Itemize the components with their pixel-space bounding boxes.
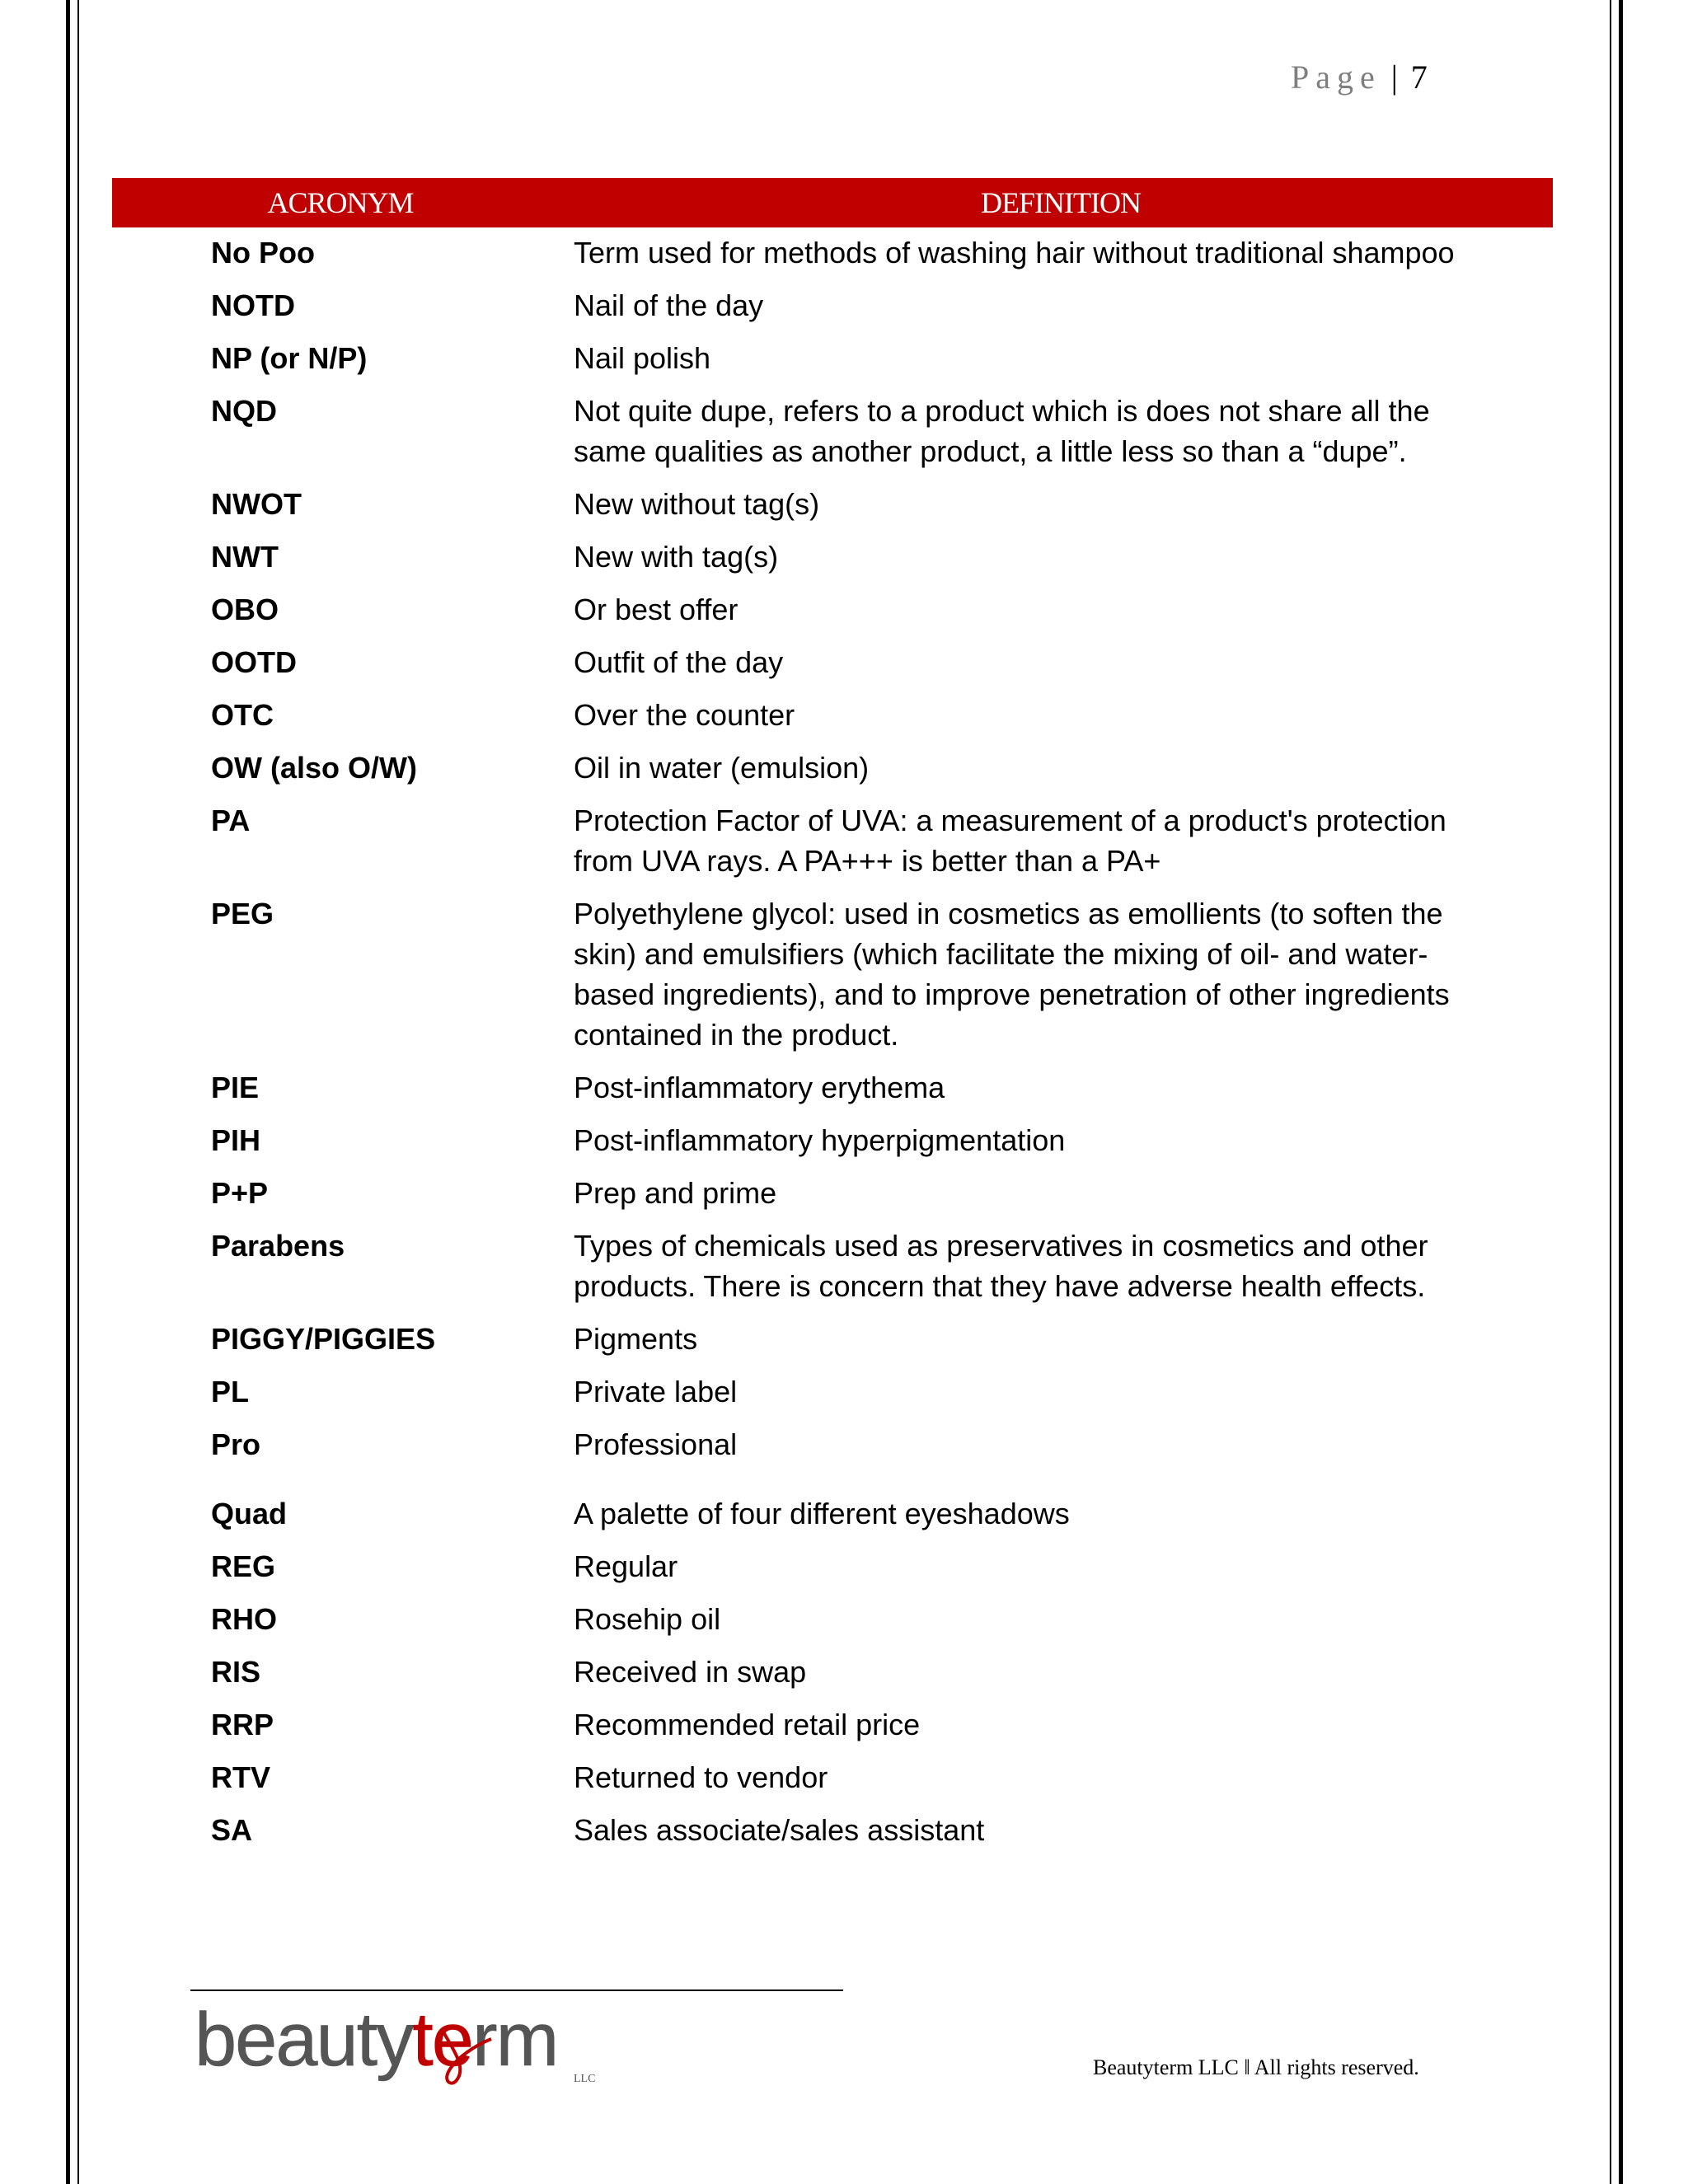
acronym-cell: OW (also O/W) bbox=[211, 751, 417, 785]
table-row bbox=[0, 1371, 1688, 1424]
definition-cell: Pigments bbox=[574, 1322, 698, 1356]
definition-cell: New without tag(s) bbox=[574, 487, 820, 521]
table-row bbox=[0, 1599, 1688, 1652]
acronym-cell: PA bbox=[211, 804, 251, 837]
acronym-cell: PEG bbox=[211, 897, 274, 930]
definition-cell: Outfit of the day bbox=[574, 645, 784, 679]
definition-cell: Not quite dupe, refers to a product which is does not share all the same qualities as another product, a little less so than a “dupe”. bbox=[574, 394, 1430, 468]
page-word: Page bbox=[1291, 59, 1381, 96]
acronym-column-header: ACRONYM bbox=[267, 186, 414, 219]
definition-cell: Over the counter bbox=[574, 698, 795, 732]
logo-llc: LLC bbox=[574, 2073, 596, 2085]
table-row bbox=[0, 1226, 1688, 1319]
logo-text-beauty: beauty bbox=[195, 1998, 413, 2082]
page-number-separator: | bbox=[1390, 59, 1398, 96]
acronym-cell: OOTD bbox=[211, 645, 297, 679]
definition-cell: Rosehip oil bbox=[574, 1602, 721, 1636]
page-number bbox=[1291, 58, 1428, 96]
acronym-cell: NWOT bbox=[211, 487, 302, 521]
table-row bbox=[0, 232, 1688, 285]
definition-cell: New with tag(s) bbox=[574, 540, 779, 574]
table-row bbox=[0, 748, 1688, 800]
definition-cell: Regular bbox=[574, 1549, 678, 1583]
definition-cell: Or best offer bbox=[574, 593, 738, 626]
table-row bbox=[0, 1173, 1688, 1226]
definition-cell: Received in swap bbox=[574, 1655, 807, 1689]
definition-cell: Returned to vendor bbox=[574, 1760, 828, 1794]
acronym-cell: Parabens bbox=[211, 1229, 345, 1263]
acronym-cell: RIS bbox=[211, 1655, 261, 1689]
definition-cell: Nail polish bbox=[574, 341, 711, 375]
table-row bbox=[0, 1546, 1688, 1599]
acronym-cell: PIE bbox=[211, 1071, 260, 1104]
acronym-cell: PIH bbox=[211, 1123, 261, 1157]
acronym-cell: PL bbox=[211, 1375, 250, 1408]
acronym-cell: NP (or N/P) bbox=[211, 341, 368, 375]
table-row bbox=[0, 1810, 1688, 1863]
definition-cell: Protection Factor of UVA: a measurement of a product's protection from UVA rays. A PA+++ is better than a PA+ bbox=[574, 804, 1447, 878]
table-row bbox=[0, 1319, 1688, 1371]
acronym-cell: No Poo bbox=[211, 236, 315, 269]
copyright-text: Beautyterm LLC ǁ All rights reserved. bbox=[1093, 2055, 1419, 2079]
definition-cell: Oil in water (emulsion) bbox=[574, 751, 870, 785]
table-row bbox=[0, 391, 1688, 484]
acronym-cell: RTV bbox=[211, 1760, 270, 1794]
acronym-cell: Pro bbox=[211, 1427, 261, 1461]
acronym-table-body bbox=[0, 232, 1688, 1863]
table-row bbox=[0, 484, 1688, 537]
table-header bbox=[112, 178, 1553, 227]
definition-cell: Recommended retail price bbox=[574, 1708, 921, 1741]
acronym-cell: NWT bbox=[211, 540, 279, 574]
acronym-cell: OTC bbox=[211, 698, 274, 732]
definition-cell: Post-inflammatory erythema bbox=[574, 1071, 945, 1104]
table-row bbox=[0, 338, 1688, 391]
definition-cell: Private label bbox=[574, 1375, 738, 1408]
acronym-cell: Quad bbox=[211, 1497, 288, 1530]
table-row bbox=[0, 1067, 1688, 1120]
acronym-cell: RRP bbox=[211, 1708, 274, 1741]
acronym-cell: SA bbox=[211, 1813, 253, 1847]
acronym-cell: NQD bbox=[211, 394, 277, 428]
table-row bbox=[0, 800, 1688, 893]
definition-column-header: DEFINITION bbox=[981, 186, 1141, 219]
beautyterm-logo bbox=[195, 1990, 623, 2088]
definition-cell: Term used for methods of washing hair without traditional shampoo bbox=[574, 236, 1455, 269]
table-row bbox=[0, 589, 1688, 642]
table-row bbox=[0, 1493, 1688, 1546]
acronym-cell: PIGGY/PIGGIES bbox=[211, 1322, 436, 1356]
definition-cell: Post-inflammatory hyperpigmentation bbox=[574, 1123, 1066, 1157]
acronym-cell: REG bbox=[211, 1549, 276, 1583]
acronym-cell: P+P bbox=[211, 1176, 269, 1210]
logo-text-rm: rm bbox=[471, 1998, 558, 2082]
table-row bbox=[0, 537, 1688, 589]
definition-cell: Polyethylene glycol: used in cosmetics as emollients (to soften the skin) and emulsifiers (which facilitate the mixing of oil- and water-based ingredients), and to improve penetration of other ingredients contained in the product. bbox=[574, 897, 1450, 1052]
definition-cell: Nail of the day bbox=[574, 288, 764, 322]
definition-cell: Professional bbox=[574, 1427, 738, 1461]
definition-cell: Prep and prime bbox=[574, 1176, 777, 1210]
table-row bbox=[0, 893, 1688, 1067]
table-row bbox=[0, 1704, 1688, 1757]
logo-text bbox=[195, 1998, 557, 2082]
definition-cell: Types of chemicals used as preservatives in cosmetics and other products. There is concern that they have adverse health effects. bbox=[574, 1229, 1428, 1303]
acronym-cell: NOTD bbox=[211, 288, 295, 322]
logo-text-accent: te bbox=[412, 1998, 472, 2082]
table-row bbox=[0, 1757, 1688, 1810]
definition-cell: Sales associate/sales assistant bbox=[574, 1813, 985, 1847]
definition-cell: A palette of four different eyeshadows bbox=[574, 1497, 1070, 1530]
table-row bbox=[0, 285, 1688, 338]
table-row bbox=[0, 695, 1688, 748]
table-row bbox=[0, 1424, 1688, 1477]
page-number-value: 7 bbox=[1410, 59, 1428, 96]
acronym-cell: RHO bbox=[211, 1602, 277, 1636]
table-row bbox=[0, 1652, 1688, 1704]
acronym-cell: OBO bbox=[211, 593, 279, 626]
table-row bbox=[0, 642, 1688, 695]
table-row bbox=[0, 1120, 1688, 1173]
